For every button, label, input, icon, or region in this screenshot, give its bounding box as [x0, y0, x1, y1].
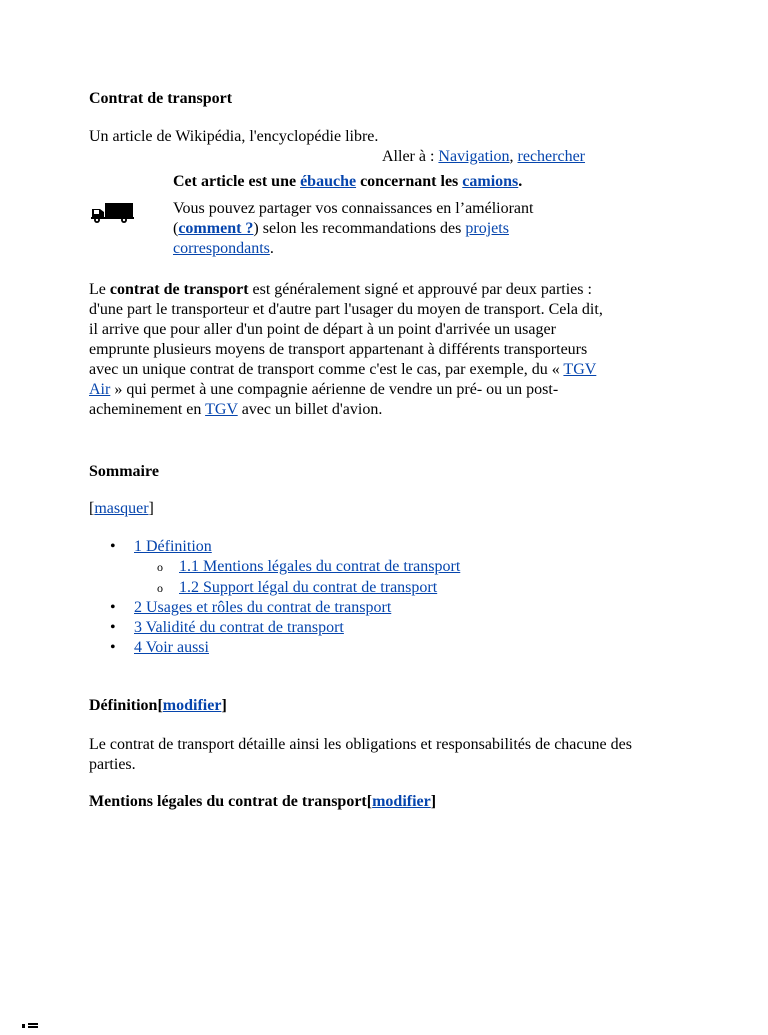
intro-paragraph: [89, 280, 609, 420]
toc-link-support[interactable]: 1.2 Support légal du contrat de transport: [179, 578, 438, 596]
bullet-icon: •: [110, 639, 116, 657]
bullet-icon: •: [110, 619, 116, 637]
bracket-open: [: [157, 697, 163, 714]
stub-notice-text: [173, 199, 603, 259]
bullet-icon: •: [110, 598, 116, 616]
toc-bracket-open: [: [89, 500, 95, 517]
projets-link[interactable]: projets correspondants: [173, 220, 509, 257]
definition-paragraph: Le contrat de transport détaille ainsi les obligations et responsabilités de chacune des parties.: [89, 736, 632, 773]
tgv-air-link[interactable]: TGV Air: [89, 361, 597, 398]
toc-bracket-close: ]: [148, 500, 154, 517]
stub-title-text-2: concernant les: [356, 173, 463, 190]
jump-separator: ,: [509, 148, 518, 165]
stub-text-1: Vous pouvez partager vos connaissances en l’améliorant (: [173, 200, 534, 237]
toc-link-mentions[interactable]: 1.1 Mentions légales du contrat de transport: [179, 558, 461, 576]
bullet-icon: •: [110, 538, 116, 555]
ebauche-link[interactable]: ébauche: [300, 173, 357, 190]
truck-icon-svg: [90, 201, 134, 225]
mentions-heading-text: Mentions légales du contrat de transport: [89, 793, 367, 810]
tagline: Un article de Wikipédia, l'encyclopédie libre.: [89, 128, 379, 145]
toc-hide-link[interactable]: masquer: [94, 500, 149, 517]
corner-mark-icon: [22, 1015, 38, 1035]
toc-heading: Sommaire: [89, 463, 159, 480]
camions-link[interactable]: camions: [462, 173, 519, 190]
section-heading-definition: [89, 696, 227, 716]
stub-text-2: ) selon les recommandations des: [253, 220, 466, 237]
stub-title-period: .: [518, 173, 523, 190]
stub-text-3: .: [269, 240, 274, 257]
section-heading-mentions: [89, 792, 436, 812]
intro-text-3: » qui permet à une compagnie aérienne de vendre un pré- ou un post-acheminement en: [89, 381, 559, 418]
edit-definition-link[interactable]: modifier: [162, 697, 222, 714]
bracket-close: ]: [430, 793, 437, 810]
truck-icon: [90, 201, 134, 231]
comment-link[interactable]: comment ?: [178, 220, 254, 237]
tgv-link[interactable]: TGV: [205, 401, 238, 418]
toc-link-definition[interactable]: 1 Définition: [134, 538, 212, 555]
intro-text-2: est généralement signé et approuvé par deux parties : d'une part le transporteur et d'autre part l'usager du moyen de transport. Cela dit, il arrive que pour aller d'un point de départ à un point d'arrivée un usager emprunte plusieurs moyens de transport appartenant à différents transporteurs avec un unique contrat de transport comme c'est le cas, par exemple, du «: [89, 281, 603, 378]
edit-mentions-link[interactable]: modifier: [372, 793, 431, 810]
toc-link-voir-aussi[interactable]: 4 Voir aussi: [134, 639, 209, 657]
navigation-link[interactable]: Navigation: [438, 148, 510, 165]
bracket-open: [: [366, 793, 373, 810]
search-link[interactable]: rechercher: [517, 148, 586, 165]
sub-bullet-icon: o: [157, 560, 163, 575]
intro-text-4: avec un billet d'avion.: [237, 401, 383, 418]
intro-text-1: Le: [89, 281, 110, 298]
definition-heading-text: Définition: [89, 697, 158, 714]
toc-toggle: [89, 499, 154, 519]
jump-prefix: Aller à :: [382, 148, 439, 165]
bracket-close: ]: [221, 697, 227, 714]
toc-link-validite[interactable]: 3 Validité du contrat de transport: [134, 619, 344, 637]
intro-bold-term: contrat de transport: [109, 281, 249, 298]
sub-bullet-icon: o: [157, 580, 163, 595]
stub-notice-title: [173, 172, 522, 192]
toc-link-usages[interactable]: 2 Usages et rôles du contrat de transport: [134, 598, 392, 616]
stub-title-text: Cet article est une: [173, 173, 301, 190]
jump-links: [382, 147, 585, 167]
page-title: Contrat de transport: [89, 90, 233, 107]
